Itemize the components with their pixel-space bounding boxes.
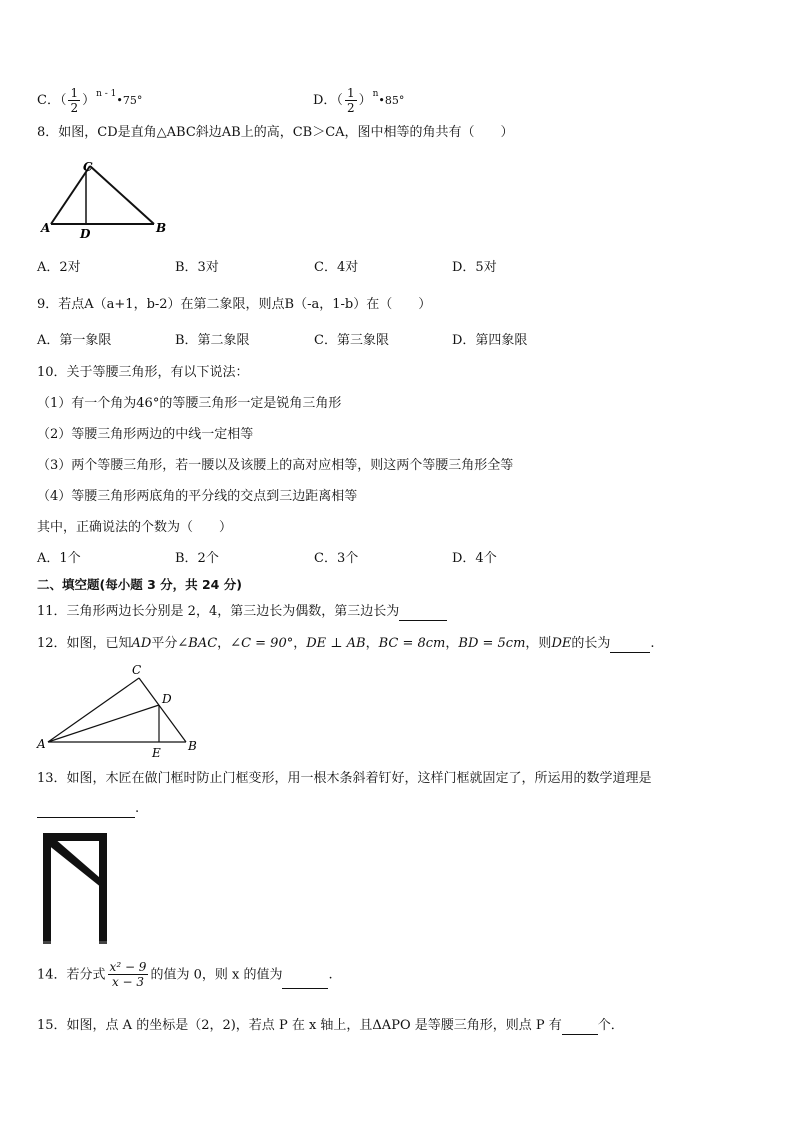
q7-c-exponent: n - 1 <box>96 89 117 99</box>
q7-c-num: 1 <box>70 85 79 100</box>
q14-question <box>37 961 333 989</box>
q7-c-tail: •75° <box>116 94 143 107</box>
q9-question: 9．若点A（a+1，b-2）在第二象限，则点B（-a，1-b）在（ ） <box>37 297 432 312</box>
q7-d-label: D．（ <box>313 93 343 108</box>
q8-option-b: B．3对 <box>175 260 219 275</box>
q12-math-bc: BC = 8cm <box>378 636 446 651</box>
q12-text-4: ， <box>293 636 307 651</box>
q7-d-exponent: n <box>372 89 379 99</box>
q12-math-de: DE <box>551 636 572 651</box>
q8-question: 8．如图，CD是直角△ABC斜边AB上的高，CB＞CA，图中相等的角共有（ ） <box>37 125 514 140</box>
q12-math-angle-bac: ∠BAC <box>177 636 218 651</box>
q14-denominator: x − 3 <box>111 975 145 989</box>
q8-option-a: A．2对 <box>37 260 81 275</box>
q11-answer-blank[interactable] <box>399 606 447 621</box>
q12-end: . <box>650 636 655 651</box>
q14-answer-blank[interactable] <box>282 974 328 989</box>
q15-answer-blank[interactable] <box>562 1020 598 1035</box>
q14-text-post: 的值为 0，则 x 的值为 <box>150 967 283 983</box>
section-heading: 二、填空题(每小题 3 分，共 24 分) <box>37 577 242 592</box>
q12-text-1: 12．如图，已知 <box>37 636 132 651</box>
q13-question: 13．如图，木匠在做门框时防止门框变形，用一根木条斜着钉好，这样门框就固定了，所运用的数学道理是 <box>37 771 652 786</box>
q12-text-8: 的长为 <box>571 636 611 651</box>
q9-option-d: D．第四象限 <box>452 333 528 348</box>
q7-c-den: 2 <box>70 100 79 115</box>
q12-text-7: ，则 <box>525 636 552 651</box>
q8-option-d: D．5对 <box>452 260 497 275</box>
q7-d-den: 2 <box>346 100 355 115</box>
q7-d-num: 1 <box>346 85 355 100</box>
q7-c-fraction <box>68 87 80 115</box>
q12-text-2: 平分 <box>151 636 178 651</box>
q10-item-1: （1）有一个角为46°的等腰三角形一定是锐角三角形 <box>37 396 342 411</box>
q9-option-c: C．第三象限 <box>314 333 389 348</box>
q9-option-a: A．第一象限 <box>37 333 112 348</box>
q13-end: . <box>135 801 140 816</box>
q12-math-angle-c: ∠C = 90° <box>230 636 294 651</box>
q13-answer-line <box>37 800 139 818</box>
q12-triangle-figure <box>34 660 204 760</box>
q9-option-b: B．第二象限 <box>175 333 250 348</box>
q10-question: 10．关于等腰三角形，有以下说法： <box>37 365 249 380</box>
q12-label-a: A <box>37 737 46 751</box>
q10-item-4: （4）等腰三角形两底角的平分线的交点到三边距离相等 <box>37 489 358 504</box>
q12-label-c: C <box>132 663 142 677</box>
q7-d-close: ） <box>358 93 372 108</box>
q7-d-fraction <box>345 87 357 115</box>
q8-label-b: B <box>156 221 167 235</box>
q12-math-ad: AD <box>131 636 152 651</box>
q11-question <box>37 603 447 621</box>
q10-option-a: A．1个 <box>37 551 81 566</box>
q15-text-post: 个． <box>597 1018 624 1033</box>
q14-text-pre: 14．若分式 <box>37 967 106 983</box>
q7-option-c <box>37 85 142 115</box>
q14-numerator: x² − 9 <box>109 960 147 974</box>
q12-math-bd: BD = 5cm <box>458 636 526 651</box>
q7-c-close: ） <box>82 93 96 108</box>
q7-c-label: C．（ <box>37 93 67 108</box>
q10-item-2: （2）等腰三角形两边的中线一定相等 <box>37 427 254 442</box>
q10-option-b: B．2个 <box>175 551 219 566</box>
q8-label-d: D <box>80 227 91 241</box>
q12-text-6: ， <box>445 636 459 651</box>
q7-option-d <box>313 85 404 115</box>
q12-answer-blank[interactable] <box>610 638 650 653</box>
q12-question <box>37 635 655 653</box>
q15-question <box>37 1017 624 1035</box>
q10-option-c: C．3个 <box>314 551 359 566</box>
q12-label-e: E <box>152 746 161 760</box>
q12-label-b: B <box>188 739 197 753</box>
q10-ask: 其中，正确说法的个数为（ ） <box>37 520 233 535</box>
q12-text-5: ， <box>365 636 379 651</box>
q8-label-c: C <box>83 160 93 174</box>
q15-text-pre: 15．如图，点 A 的坐标是（2，2)，若点 P 在 x 轴上，且ΔAPO 是等腰三角形，则点 P 有 <box>37 1018 562 1033</box>
q10-option-d: D．4个 <box>452 551 497 566</box>
q8-option-c: C．4对 <box>314 260 359 275</box>
q13-door-frame-figure <box>40 830 115 948</box>
q11-text: 11．三角形两边长分别是 2，4，第三边长为偶数，第三边长为 <box>37 604 400 619</box>
q13-answer-blank[interactable] <box>37 803 135 818</box>
q14-end: . <box>328 967 333 983</box>
q12-math-de-perp: DE ⊥ AB <box>306 636 366 651</box>
q12-label-d: D <box>162 692 172 706</box>
q14-fraction <box>108 961 149 989</box>
q12-text-3: ， <box>217 636 231 651</box>
q10-item-3: （3）两个等腰三角形，若一腰以及该腰上的高对应相等，则这两个等腰三角形全等 <box>37 458 514 473</box>
q8-triangle-figure <box>38 158 173 242</box>
q7-d-tail: •85° <box>378 94 405 107</box>
q8-label-a: A <box>41 221 51 235</box>
